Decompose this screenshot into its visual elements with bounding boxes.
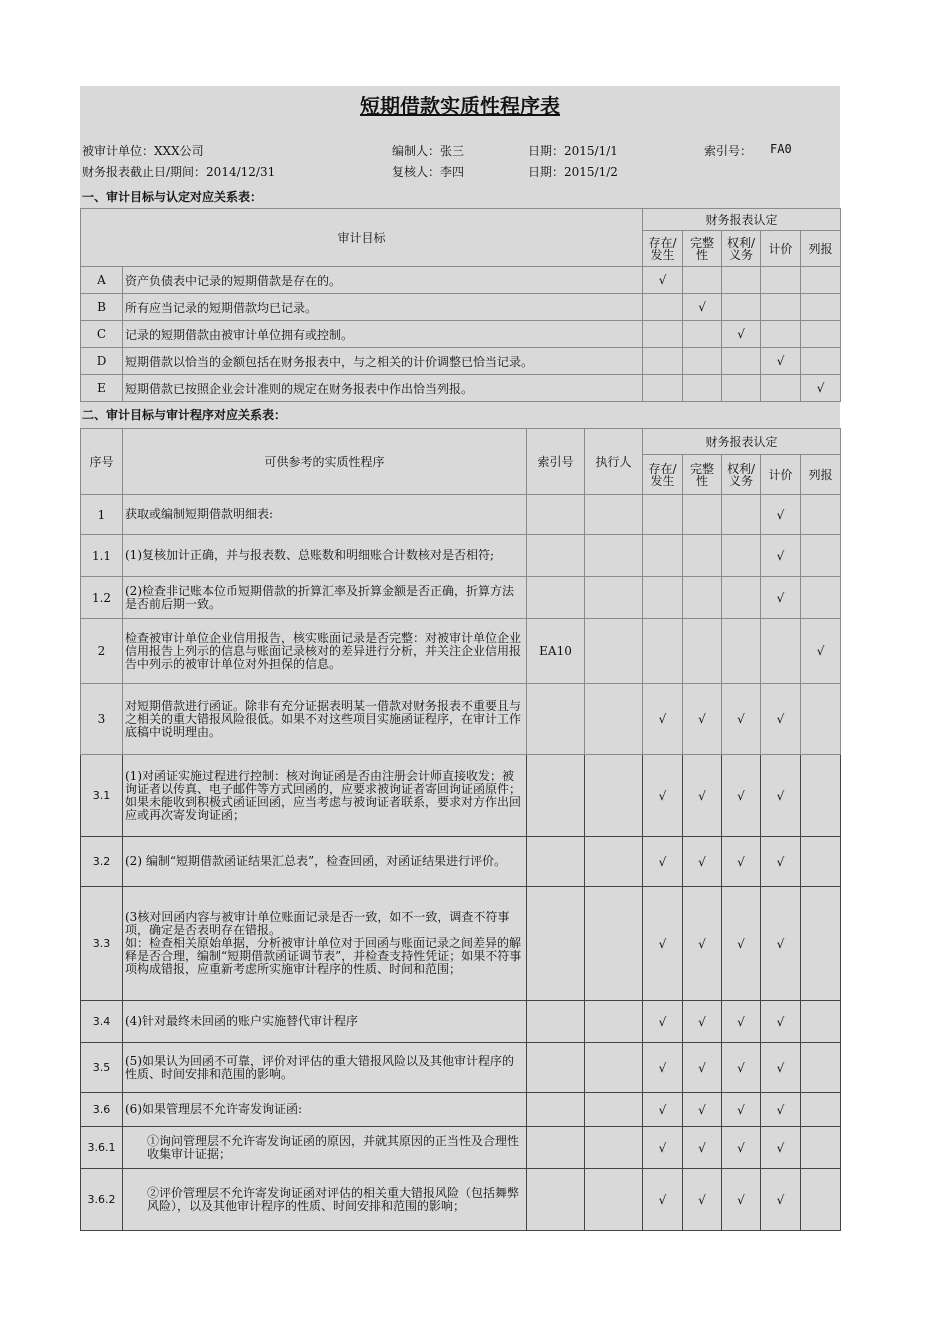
section1-title: 一、审计目标与认定对应关系表： <box>82 190 263 204</box>
procedure-executor <box>585 1169 643 1231</box>
header-assertions-2: 财务报表认定 <box>643 429 841 455</box>
procedure-executor <box>585 1001 643 1043</box>
empty-cell <box>683 495 722 535</box>
check-mark: √ <box>722 1169 761 1231</box>
empty-cell <box>801 1043 841 1093</box>
empty-cell <box>643 375 683 402</box>
check-mark: √ <box>722 755 761 837</box>
procedures-table <box>80 428 841 1231</box>
objective-row <box>81 267 841 294</box>
procedure-seq: 3.1 <box>81 755 123 837</box>
empty-cell <box>801 887 841 1001</box>
section2-title: 二、审计目标与审计程序对应关系表： <box>82 408 287 422</box>
objective-text: 短期借款以恰当的金额包括在财务报表中，与之相关的计价调整已恰当记录。 <box>123 348 643 375</box>
auditee: 被审计单位：XXX公司 <box>82 144 204 158</box>
check-mark: √ <box>722 321 761 348</box>
empty-cell <box>722 535 761 577</box>
check-mark: √ <box>761 1043 801 1093</box>
header-exist-2: 存在/发生 <box>643 455 683 495</box>
empty-cell <box>761 294 801 321</box>
procedure-text: (1)对函证实施过程进行控制：核对询证函是否由注册会计师直接收发；被询证者以传真、电子邮件等方式回函的，应要求被询证者寄回询证函原件；如果未能收到积极式函证回函，应当考虑与被询证者联系，要求对方作出回应或再次寄发询证函； <box>123 755 527 837</box>
procedure-text: (2) 编制“短期借款函证结果汇总表”，检查回函，对函证结果进行评价。 <box>123 837 527 887</box>
procedure-index <box>527 1169 585 1231</box>
procedure-seq: 1.2 <box>81 577 123 619</box>
empty-cell <box>801 1127 841 1169</box>
index-value: FA0 <box>770 142 792 156</box>
empty-cell <box>722 619 761 684</box>
objective-code: A <box>81 267 123 294</box>
header-complete: 完整性 <box>683 231 722 267</box>
header-audit-objective: 审计目标 <box>81 209 643 267</box>
procedure-text: 检查被审计单位企业信用报告，核实账面记录是否完整：对被审计单位企业信用报告上列示的信息与账面记录核对的差异进行分析，并关注企业信用报告中列示的被审计单位对外担保的信息。 <box>123 619 527 684</box>
header-presentation: 列报 <box>801 231 841 267</box>
procedure-text: (6)如果管理层不允许寄发询证函: <box>123 1093 527 1127</box>
objective-code: B <box>81 294 123 321</box>
empty-cell <box>801 684 841 755</box>
empty-cell <box>643 577 683 619</box>
objective-code: C <box>81 321 123 348</box>
empty-cell <box>761 619 801 684</box>
procedure-seq: 3 <box>81 684 123 755</box>
procedure-index <box>527 1043 585 1093</box>
check-mark: √ <box>801 375 841 402</box>
check-mark: √ <box>722 1001 761 1043</box>
procedure-executor <box>585 837 643 887</box>
empty-cell <box>722 375 761 402</box>
procedure-index <box>527 577 585 619</box>
procedure-seq: 3.3 <box>81 887 123 1001</box>
procedure-seq: 3.6.1 <box>81 1127 123 1169</box>
procedure-executor <box>585 887 643 1001</box>
period: 财务报表截止日/期间：2014/12/31 <box>82 165 276 179</box>
check-mark: √ <box>761 684 801 755</box>
check-mark: √ <box>683 1169 722 1231</box>
date-reviewed: 日期：2015/1/2 <box>528 165 618 179</box>
objective-code: D <box>81 348 123 375</box>
empty-cell <box>761 375 801 402</box>
procedure-seq: 2 <box>81 619 123 684</box>
empty-cell <box>683 577 722 619</box>
empty-cell <box>801 837 841 887</box>
check-mark: √ <box>683 1043 722 1093</box>
procedure-index <box>527 1001 585 1043</box>
check-mark: √ <box>722 1093 761 1127</box>
procedure-executor <box>585 495 643 535</box>
header-valuation: 计价 <box>761 231 801 267</box>
header-seq: 序号 <box>81 429 123 495</box>
empty-cell <box>683 267 722 294</box>
empty-cell <box>801 755 841 837</box>
empty-cell <box>643 535 683 577</box>
procedure-row <box>81 1001 841 1043</box>
check-mark: √ <box>683 1093 722 1127</box>
procedure-seq: 3.4 <box>81 1001 123 1043</box>
empty-cell <box>801 294 841 321</box>
procedure-seq: 1 <box>81 495 123 535</box>
empty-cell <box>801 348 841 375</box>
empty-cell <box>683 535 722 577</box>
workpaper-sheet <box>80 86 840 1231</box>
procedure-text: ①询问管理层不允许寄发询证函的原因，并就其原因的正当性及合理性收集审计证据； <box>123 1127 527 1169</box>
check-mark: √ <box>761 348 801 375</box>
check-mark: √ <box>643 837 683 887</box>
procedure-row <box>81 887 841 1001</box>
objective-row <box>81 321 841 348</box>
header-presentation-2: 列报 <box>801 455 841 495</box>
reviewer: 复核人：李四 <box>392 165 465 179</box>
empty-cell <box>643 348 683 375</box>
header-rights: 权利/义务 <box>722 231 761 267</box>
procedure-text: (2)检查非记账本位币短期借款的折算汇率及折算金额是否正确，折算方法是否前后期一致。 <box>123 577 527 619</box>
date-prepared: 日期：2015/1/1 <box>528 144 618 158</box>
check-mark: √ <box>761 495 801 535</box>
procedure-row <box>81 535 841 577</box>
empty-cell <box>801 1169 841 1231</box>
check-mark: √ <box>722 684 761 755</box>
procedure-index <box>527 684 585 755</box>
empty-cell <box>722 577 761 619</box>
empty-cell <box>683 619 722 684</box>
check-mark: √ <box>761 535 801 577</box>
procedure-text: (5)如果认为回函不可靠，评价对评估的重大错报风险以及其他审计程序的性质、时间安排和范围的影响。 <box>123 1043 527 1093</box>
check-mark: √ <box>761 837 801 887</box>
empty-cell <box>643 321 683 348</box>
check-mark: √ <box>761 577 801 619</box>
objective-text: 所有应当记录的短期借款均已记录。 <box>123 294 643 321</box>
header-executor: 执行人 <box>585 429 643 495</box>
procedure-text: (4)针对最终未回函的账户实施替代审计程序 <box>123 1001 527 1043</box>
objective-code: E <box>81 375 123 402</box>
header-procedure: 可供参考的实质性程序 <box>123 429 527 495</box>
empty-cell <box>722 267 761 294</box>
procedure-seq: 3.6 <box>81 1093 123 1127</box>
procedure-index <box>527 887 585 1001</box>
procedure-row <box>81 1127 841 1169</box>
empty-cell <box>643 294 683 321</box>
header-index: 索引号 <box>527 429 585 495</box>
objective-row <box>81 294 841 321</box>
empty-cell <box>761 321 801 348</box>
empty-cell <box>801 321 841 348</box>
header-assertions: 财务报表认定 <box>643 209 841 231</box>
procedure-seq: 3.5 <box>81 1043 123 1093</box>
check-mark: √ <box>761 755 801 837</box>
check-mark: √ <box>643 1043 683 1093</box>
procedure-executor <box>585 577 643 619</box>
empty-cell <box>801 495 841 535</box>
empty-cell <box>761 267 801 294</box>
procedure-index: EA10 <box>527 619 585 684</box>
check-mark: √ <box>722 1043 761 1093</box>
check-mark: √ <box>643 755 683 837</box>
check-mark: √ <box>801 619 841 684</box>
procedure-executor <box>585 755 643 837</box>
check-mark: √ <box>683 1001 722 1043</box>
procedure-seq: 1.1 <box>81 535 123 577</box>
objective-text: 短期借款已按照企业会计准则的规定在财务报表中作出恰当列报。 <box>123 375 643 402</box>
check-mark: √ <box>683 1127 722 1169</box>
empty-cell <box>683 375 722 402</box>
objectives-table <box>80 208 841 402</box>
empty-cell <box>801 1093 841 1127</box>
check-mark: √ <box>722 837 761 887</box>
procedure-index <box>527 535 585 577</box>
procedure-row <box>81 1093 841 1127</box>
procedure-row <box>81 1043 841 1093</box>
check-mark: √ <box>683 755 722 837</box>
empty-cell <box>643 619 683 684</box>
check-mark: √ <box>722 1127 761 1169</box>
empty-cell <box>801 1001 841 1043</box>
empty-cell <box>801 535 841 577</box>
procedure-row <box>81 495 841 535</box>
check-mark: √ <box>643 1169 683 1231</box>
procedure-executor <box>585 1093 643 1127</box>
check-mark: √ <box>643 887 683 1001</box>
objective-row <box>81 348 841 375</box>
empty-cell <box>801 267 841 294</box>
procedure-seq: 3.2 <box>81 837 123 887</box>
empty-cell <box>683 348 722 375</box>
check-mark: √ <box>761 1169 801 1231</box>
meta-block <box>80 126 840 179</box>
preparer: 编制人：张三 <box>392 144 465 158</box>
objective-text: 记录的短期借款由被审计单位拥有或控制。 <box>123 321 643 348</box>
index-label: 索引号： <box>704 144 753 158</box>
procedure-executor <box>585 619 643 684</box>
header-complete-2: 完整性 <box>683 455 722 495</box>
check-mark: √ <box>683 887 722 1001</box>
check-mark: √ <box>683 294 722 321</box>
procedure-index <box>527 495 585 535</box>
check-mark: √ <box>683 684 722 755</box>
procedure-executor <box>585 684 643 755</box>
check-mark: √ <box>761 1093 801 1127</box>
check-mark: √ <box>761 887 801 1001</box>
procedure-text: 对短期借款进行函证。除非有充分证据表明某一借款对财务报表不重要且与之相关的重大错报风险很低。如果不对这些项目实施函证程序，在审计工作底稿中说明理由。 <box>123 684 527 755</box>
check-mark: √ <box>683 837 722 887</box>
procedure-seq: 3.6.2 <box>81 1169 123 1231</box>
procedure-text: (1)复核加计正确，并与报表数、总账数和明细账合计数核对是否相符; <box>123 535 527 577</box>
check-mark: √ <box>643 684 683 755</box>
header-rights-2: 权利/义务 <box>722 455 761 495</box>
header-exist: 存在/发生 <box>643 231 683 267</box>
procedure-text: ②评价管理层不允许寄发询证函对评估的相关重大错报风险（包括舞弊风险），以及其他审计程序的性质、时间安排和范围的影响； <box>123 1169 527 1231</box>
procedure-index <box>527 755 585 837</box>
procedure-index <box>527 837 585 887</box>
procedure-index <box>527 1093 585 1127</box>
check-mark: √ <box>722 887 761 1001</box>
procedure-row <box>81 755 841 837</box>
procedure-text: (3核对回函内容与被审计单位账面记录是否一致，如不一致，调查不符事项，确定是否表明存在错报。 如：检查相关原始单据，分析被审计单位对于回函与账面记录之间差异的解释是否合理，编制“短期借款函证调节表”，并检查支持性凭证；如果不符事项构成错报，应重新考虑所实施审计程序的性质、时间和范围； <box>123 887 527 1001</box>
procedure-executor <box>585 1043 643 1093</box>
check-mark: √ <box>643 1093 683 1127</box>
check-mark: √ <box>643 1001 683 1043</box>
procedure-executor <box>585 1127 643 1169</box>
empty-cell <box>683 321 722 348</box>
check-mark: √ <box>643 1127 683 1169</box>
procedure-row <box>81 1169 841 1231</box>
empty-cell <box>643 495 683 535</box>
check-mark: √ <box>643 267 683 294</box>
procedure-row <box>81 684 841 755</box>
procedure-executor <box>585 535 643 577</box>
procedure-text: 获取或编制短期借款明细表: <box>123 495 527 535</box>
procedure-index <box>527 1127 585 1169</box>
empty-cell <box>722 294 761 321</box>
check-mark: √ <box>761 1127 801 1169</box>
page-title: 短期借款实质性程序表 <box>360 94 560 118</box>
empty-cell <box>722 495 761 535</box>
header-valuation-2: 计价 <box>761 455 801 495</box>
empty-cell <box>722 348 761 375</box>
objective-text: 资产负债表中记录的短期借款是存在的。 <box>123 267 643 294</box>
empty-cell <box>801 577 841 619</box>
objective-row <box>81 375 841 402</box>
check-mark: √ <box>761 1001 801 1043</box>
procedure-row <box>81 837 841 887</box>
procedure-row <box>81 577 841 619</box>
procedure-row <box>81 619 841 684</box>
